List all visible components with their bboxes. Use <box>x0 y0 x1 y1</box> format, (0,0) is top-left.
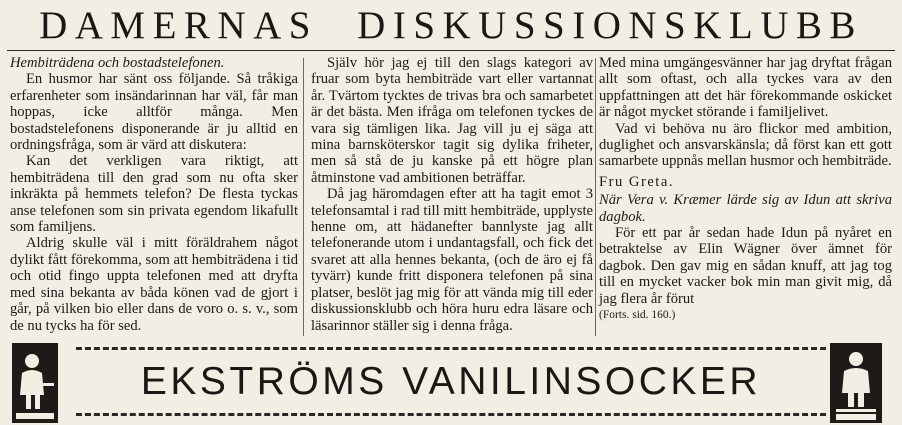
continuation-note: (Forts. sid. 160.) <box>599 309 676 322</box>
column-3 <box>599 55 892 324</box>
paragraph: Själv hör jag ej till den slags kategori av fruar som byta hembiträde vart eller vartannat år. Tvärtom tycktes de trivas bra och samarbetet är det bästa. Men ifråga om telefonen tyckes de vara sig tämligen lika. Jag vill ju ej säga att mina barnsköterskor tagit sig dylika friheter, men så stå de ju kanske på ett högre plan åtminstone vad ambitionen beträffar. <box>311 55 593 186</box>
signature: Fru Greta. <box>599 173 674 190</box>
advertisement-text: EKSTRÖMS VANILINSOCKER <box>140 360 762 403</box>
advertisement-banner <box>0 341 902 425</box>
column-divider <box>595 58 596 336</box>
column-divider <box>303 58 304 336</box>
title-rule <box>7 50 895 51</box>
article-heading: Hembiträdena och bostadstelefonen. <box>10 55 225 71</box>
dashed-border-bottom <box>76 413 826 416</box>
paragraph: Vad vi behöva nu äro flickor med ambition, duglighet och ansvarskänsla; då först kan ett gott samarbete uppnås mellan husmor och hembiträde. <box>599 120 892 170</box>
paragraph: Då jag häromdagen efter att ha tagit emot 3 telefonsamtal i rad till mitt hembiträde, upplyste henne om, att hädanefter bannlyste jag allt telefonerande utom i undantagsfall, och fick det svaret att alla hennes bekanta, (och de äro ej få tyvärr) kunde fritt disponera telefonen på sina platser, beslöt jag mig för att vända mig till eder diskussionsklubb och höra huru edra läsare och läsarinnor ställer sig i denna fråga. <box>311 186 593 334</box>
paragraph: Med mina umgängesvänner har jag dryftat frågan allt som oftast, och alla tyckes vara av den uppfattningen att det här förekommande oskicket är något mycket störande i familjelivet. <box>599 55 892 121</box>
column-1 <box>10 55 298 334</box>
paragraph: För ett par år sedan hade Idun på nyåret en betraktelse av Elin Wägner över ämnet för dagbok. Den gav mig en sådan knuff, att jag tog till en mycket vacker bok min man givit mig, då jag flera år förut <box>599 225 892 307</box>
right-vignette-illustration <box>830 343 882 423</box>
paragraph: Kan det verkligen vara riktigt, att hembiträdena till den grad som nu ofta sker inkräkta på hemmets telefon? De flesta tyckas anse telefonen som sin privata egendom likafullt som familjens. <box>10 153 298 236</box>
paragraph: En husmor har sänt oss följande. Så tråkiga erfarenheter som insändarinnan har väl, får man hoppas, icke alltför många. Men bostadstelefonens disponerande är ju alltid en ordningsfråga, som är värd att diskutera: <box>10 71 298 154</box>
left-vignette-illustration <box>12 343 58 423</box>
page-title: DAMERNAS DISKUSSIONSKLUBB <box>39 4 863 47</box>
dashed-border-top <box>76 347 826 350</box>
paragraph: Aldrig skulle väl i mitt föräldrahem något dylikt fått förekomma, som att hembiträdena i tid och otid fingo uppta telefonen med att dryfta med sina bekanta av båda könen vad de gjort i går, på vilken bio eller dans de voro o. s. v., som de nu tycks ha för sed. <box>10 235 298 334</box>
article-heading: När Vera v. Kræmer lärde sig av Idun att skriva dagbok. <box>599 192 892 225</box>
column-2 <box>311 55 593 334</box>
